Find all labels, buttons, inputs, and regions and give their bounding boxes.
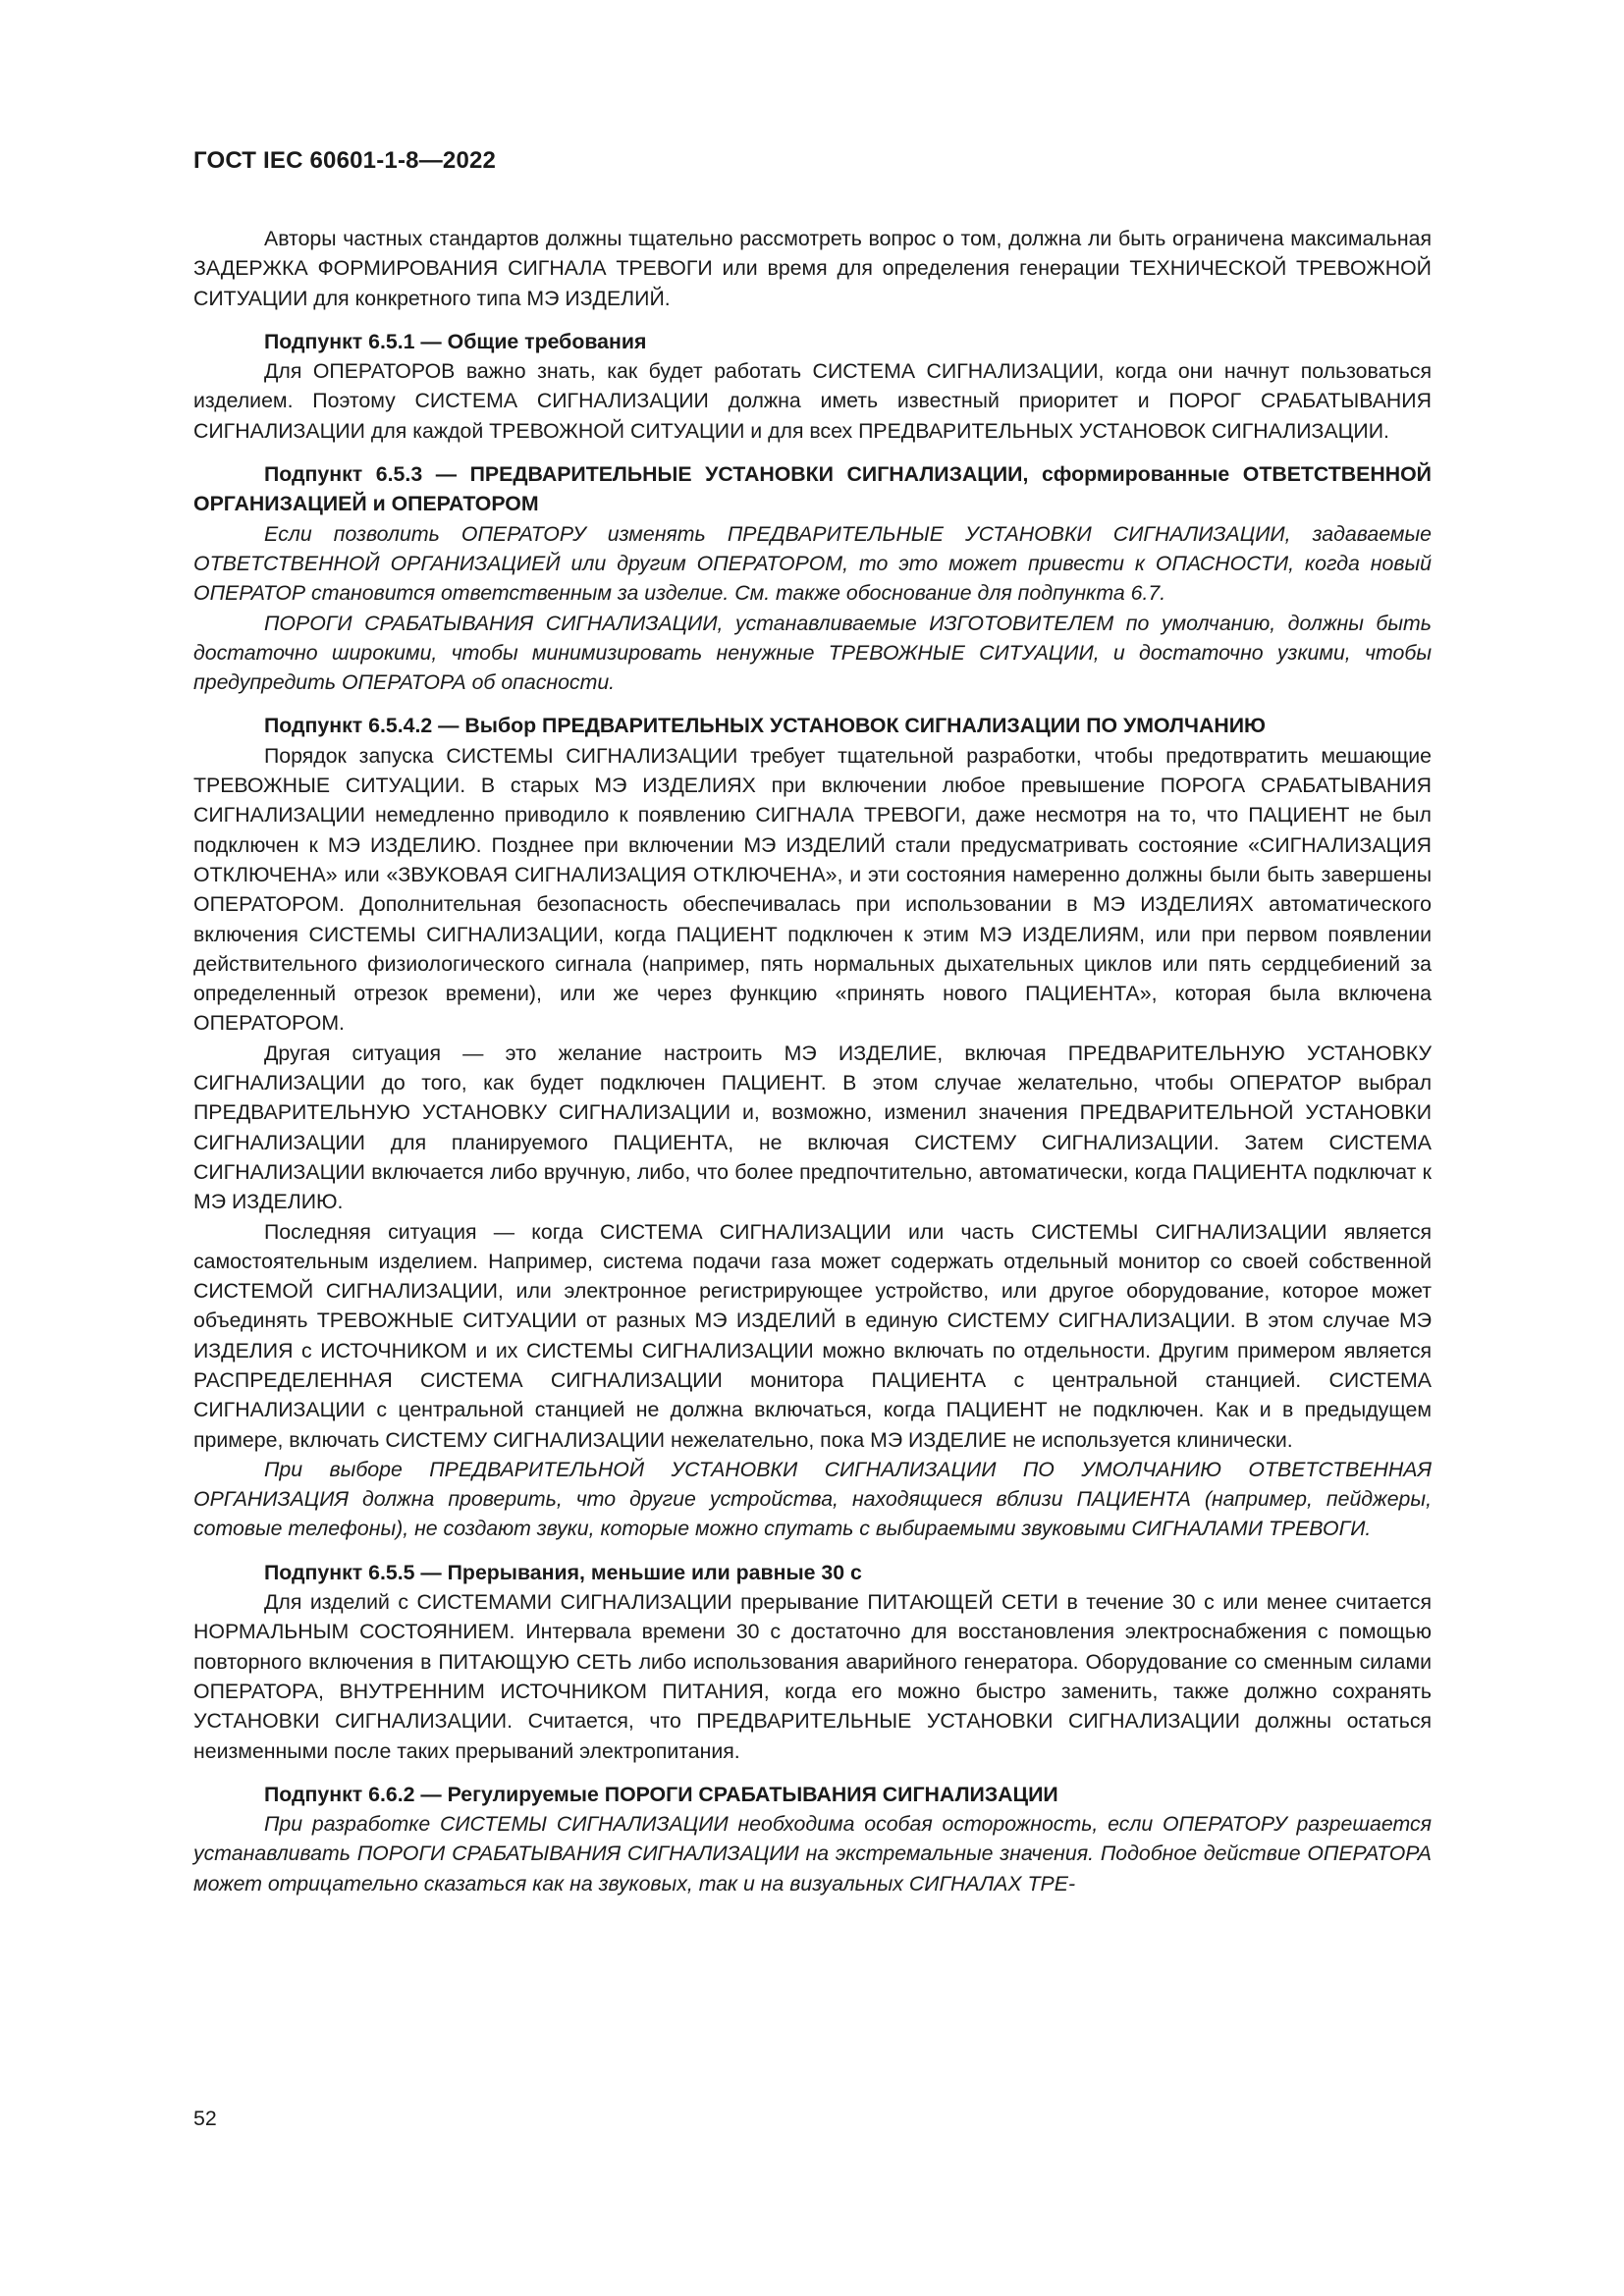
paragraph-6-6-2: При разработке СИСТЕМЫ СИГНАЛИЗАЦИИ необходима особая осторожность, если ОПЕРАТОРУ разрешается устанавливать ПОРОГИ СРАБАТЫВАНИЯ СИГНАЛИЗАЦИИ на экстремальные значения. Подобное действие ОПЕРАТОРА может отрицательно сказаться как на звуковых, так и на визуальных СИГНАЛАХ ТРЕ-	[193, 1812, 1432, 1896]
paragraph-6-5-3-1: Если позволить ОПЕРАТОРУ изменять ПРЕДВАРИТЕЛЬНЫЕ УСТАНОВКИ СИГНАЛИЗАЦИИ, задаваемые ОТВЕТСТВЕННОЙ ОРГАНИЗАЦИЕЙ или другим ОПЕРАТОРОМ, то это может привести к ОПАСНОСТИ, когда новый ОПЕРАТОР становится ответственным за изделие. См. также обоснование для подпункта 6.7.	[193, 521, 1432, 606]
document-body	[193, 224, 1432, 1898]
paragraph-intro: Авторы частных стандартов должны тщательно рассмотреть вопрос о том, должна ли быть ограничена максимальная ЗАДЕРЖКА ФОРМИРОВАНИЯ СИГНАЛА ТРЕВОГИ или время для определения генерации ТЕХНИЧЕСКОЙ ТРЕВОЖНОЙ СИТУАЦИИ для конкретного типа МЭ ИЗДЕЛИЙ.	[193, 227, 1432, 310]
paragraph-6-5-5: Для изделий с СИСТЕМАМИ СИГНАЛИЗАЦИИ прерывание ПИТАЮЩЕЙ СЕТИ в течение 30 с или менее считается НОРМАЛЬНЫМ СОСТОЯНИЕМ. Интервала времени 30 с достаточно для восстановления электроснабжения с помощью повторного включения в ПИТАЮЩУЮ СЕТЬ либо использования аварийного генератора. Оборудование со сменным силами ОПЕРАТОРА, ВНУТРЕННИМ ИСТОЧНИКОМ ПИТАНИЯ, когда его можно быстро заменить, также должно сохранять УСТАНОВКИ СИГНАЛИЗАЦИИ. Считается, что ПРЕДВАРИТЕЛЬНЫЕ УСТАНОВКИ СИГНАЛИЗАЦИИ должны остаться неизменными после таких прерываний электропитания.	[193, 1590, 1432, 1763]
paragraph-6-5-4-2-4: При выборе ПРЕДВАРИТЕЛЬНОЙ УСТАНОВКИ СИГНАЛИЗАЦИИ ПО УМОЛЧАНИЮ ОТВЕТСТВЕННАЯ ОРГАНИЗАЦИЯ должна проверить, что другие устройства, находящиеся вблизи ПАЦИЕНТА (например, пейджеры, сотовые телефоны), не создают звуки, которые можно спутать с выбираемыми звуковыми СИГНАЛАМИ ТРЕВОГИ.	[193, 1457, 1432, 1541]
paragraph-6-5-1: Для ОПЕРАТОРОВ важно знать, как будет работать СИСТЕМА СИГНАЛИЗАЦИИ, когда они начнут пользоваться изделием. Поэтому СИСТЕМА СИГНАЛИЗАЦИИ должна иметь известный приоритет и ПОРОГ СРАБАТЫВАНИЯ СИГНАЛИЗАЦИИ для каждой ТРЕВОЖНОЙ СИТУАЦИИ и для всех ПРЕДВАРИТЕЛЬНЫХ УСТАНОВОК СИГНАЛИЗАЦИИ.	[193, 359, 1432, 443]
paragraph-6-5-4-2-1: Порядок запуска СИСТЕМЫ СИГНАЛИЗАЦИИ требует тщательной разработки, чтобы предотвратить мешающие ТРЕВОЖНЫЕ СИТУАЦИИ. В старых МЭ ИЗДЕЛИЯХ при включении любое превышение ПОРОГА СРАБАТЫВАНИЯ СИГНАЛИЗАЦИИ немедленно приводило к появлению СИГНАЛА ТРЕВОГИ, даже несмотря на то, что ПАЦИЕНТ не был подключен к МЭ ИЗДЕЛИЮ. Позднее при включении МЭ ИЗДЕЛИЙ стали предусматривать состояние «СИГНАЛИЗАЦИЯ ОТКЛЮЧЕНА» или «ЗВУКОВАЯ СИГНАЛИЗАЦИЯ ОТКЛЮЧЕНА», и эти состояния намеренно должны были быть завершены ОПЕРАТОРОМ. Дополнительная безопасность обеспечивалась при использовании в МЭ ИЗДЕЛИЯХ автоматического включения СИСТЕМЫ СИГНАЛИЗАЦИИ, когда ПАЦИЕНТ подключен к этим МЭ ИЗДЕЛИЯМ, или при первом появлении действительного физиологического сигнала (например, пять нормальных дыхательных циклов или пять сердцебиений за определенный отрезок времени), или же через функцию «принять нового ПАЦИЕНТА», которая была включена ОПЕРАТОРОМ.	[193, 743, 1432, 1036]
page-number: 52	[193, 2107, 217, 2130]
heading-6-5-4-2: Подпункт 6.5.4.2 — Выбор ПРЕДВАРИТЕЛЬНЫХ УСТАНОВОК СИГНАЛИЗАЦИИ ПО УМОЛЧАНИЮ	[264, 714, 1266, 738]
paragraph-6-5-3-2: ПОРОГИ СРАБАТЫВАНИЯ СИГНАЛИЗАЦИИ, устанавливаемые ИЗГОТОВИТЕЛЕМ по умолчанию, должны быть достаточно широкими, чтобы минимизировать ненужные ТРЕВОЖНЫЕ СИТУАЦИИ, и достаточно узкими, чтобы предупредить ОПЕРАТОРА об опасности.	[193, 611, 1432, 695]
heading-6-5-1: Подпункт 6.5.1 — Общие требования	[264, 329, 647, 353]
paragraph-6-5-4-2-2: Другая ситуация — это желание настроить МЭ ИЗДЕЛИЕ, включая ПРЕДВАРИТЕЛЬНУЮ УСТАНОВКУ СИГНАЛИЗАЦИИ до того, как будет подключен ПАЦИЕНТ. В этом случае желательно, чтобы ОПЕРАТОР выбрал ПРЕДВАРИТЕЛЬНУЮ УСТАНОВКУ СИГНАЛИЗАЦИИ и, возможно, изменил значения ПРЕДВАРИТЕЛЬНОЙ УСТАНОВКИ СИГНАЛИЗАЦИИ для планируемого ПАЦИЕНТА, не включая СИСТЕМУ СИГНАЛИЗАЦИИ. Затем СИСТЕМА СИГНАЛИЗАЦИИ включается либо вручную, либо, что более предпочтительно, автоматически, когда ПАЦИЕНТА подключат к МЭ ИЗДЕЛИЮ.	[193, 1041, 1432, 1214]
paragraph-6-5-4-2-3: Последняя ситуация — когда СИСТЕМА СИГНАЛИЗАЦИИ или часть СИСТЕМЫ СИГНАЛИЗАЦИИ является самостоятельным изделием. Например, система подачи газа может содержать отдельный монитор со своей собственной СИСТЕМОЙ СИГНАЛИЗАЦИИ, или электронное регистрирующее устройство, или другое оборудование, которое может объединять ТРЕВОЖНЫЕ СИТУАЦИИ от разных МЭ ИЗДЕЛИЙ в единую СИСТЕМУ СИГНАЛИЗАЦИИ. В этом случае МЭ ИЗДЕЛИЯ с ИСТОЧНИКОМ и их СИСТЕМЫ СИГНАЛИЗАЦИИ можно включать по отдельности. Другим примером является РАСПРЕДЕЛЕННАЯ СИСТЕМА СИГНАЛИЗАЦИИ монитора ПАЦИЕНТА с центральной станцией. СИСТЕМА СИГНАЛИЗАЦИИ с центральной станцией не должна включаться, когда ПАЦИЕНТ не подключен. Как и в предыдущем примере, включать СИСТЕМУ СИГНАЛИЗАЦИИ нежелательно, пока МЭ ИЗДЕЛИЕ не используется клинически.	[193, 1219, 1432, 1452]
document-header: ГОСТ IEC 60601-1-8—2022	[193, 147, 497, 174]
heading-6-5-3: Подпункт 6.5.3 — ПРЕДВАРИТЕЛЬНЫЕ УСТАНОВКИ СИГНАЛИЗАЦИИ, сформированные ОТВЕТСТВЕННОЙ ОРГАНИЗАЦИЕЙ и ОПЕРАТОРОМ	[193, 462, 1432, 516]
heading-6-6-2: Подпункт 6.6.2 — Регулируемые ПОРОГИ СРАБАТЫВАНИЯ СИГНАЛИЗАЦИИ	[264, 1782, 1058, 1806]
heading-6-5-5: Подпункт 6.5.5 — Прерывания, меньшие или равные 30 с	[264, 1560, 862, 1584]
